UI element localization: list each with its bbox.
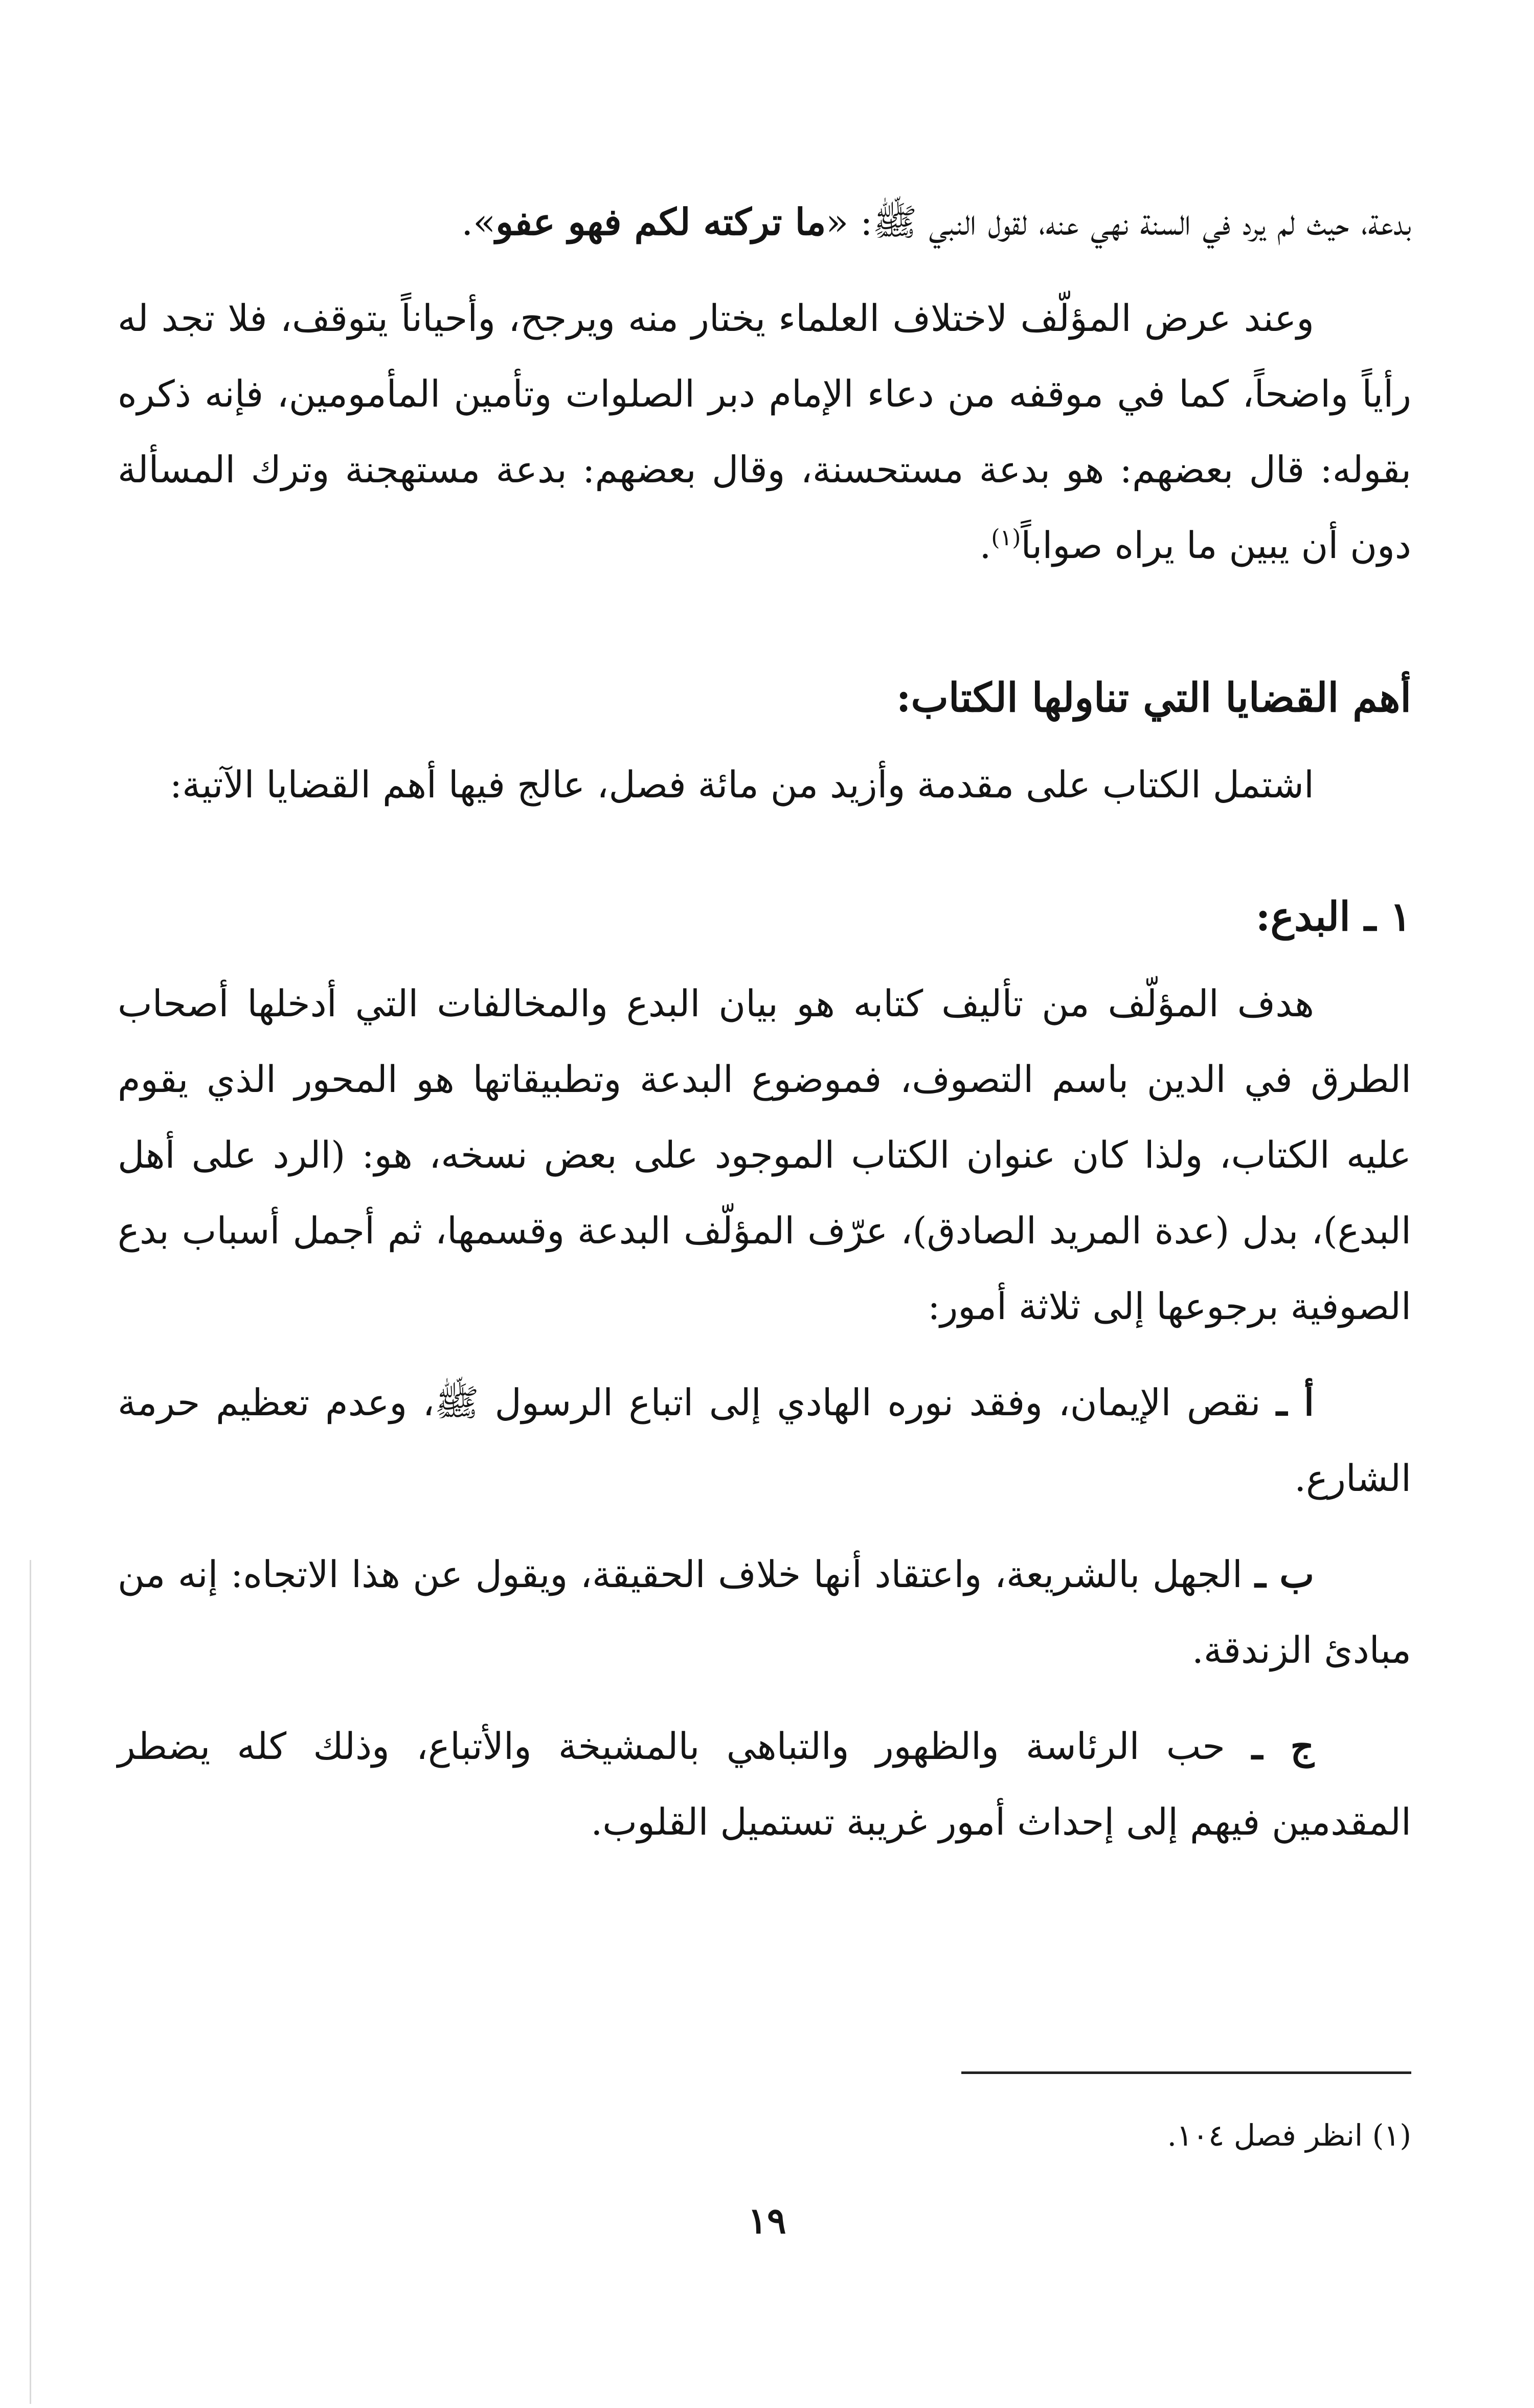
hadith-quote: ما تركته لكم فهو عفو [495, 200, 826, 243]
paragraph-1-text-b: ». [461, 200, 496, 243]
section-heading-main-issues: أهم القضايا التي تناولها الكتاب: [896, 675, 1411, 721]
paragraph-3 [118, 747, 1411, 822]
paragraph-2 [118, 280, 1411, 583]
list-item-b-text: الجهل بالشريعة، واعتقاد أنها خلاف الحقيقة، ويقول عن هذا الاتجاه: إنه من مبادئ الزندقة. [118, 1553, 1411, 1671]
list-item-a-letter: أ ـ [1276, 1380, 1314, 1424]
page-number: ١٩ [748, 2199, 786, 2242]
list-item-a-text: نقص الإيمان، وفقد نوره الهادي إلى اتباع الرسول ﷺ، وعدم تعظيم حرمة الشارع. [118, 1381, 1411, 1500]
paragraph-1 [118, 184, 1411, 260]
paragraph-1-text-a: بدعة، حيث لم يرد في السنة نهي عنه، لقول النبي ﷺ: « [826, 200, 1411, 243]
list-item-c-text: حب الرئاسة والظهور والتباهي بالمشيخة والأتباع، وذلك كله يضطر المقدمين فيهم إلى إحداث أمور غريبة تستميل القلوب. [118, 1725, 1411, 1843]
section-heading-innovations: ١ ـ البدع: [1255, 894, 1411, 940]
list-item-b-letter: ب ـ [1255, 1552, 1314, 1596]
list-item-c-letter: ج ـ [1252, 1724, 1314, 1768]
paragraph-2-end: . [979, 524, 991, 567]
list-item-b [118, 1536, 1411, 1688]
footnote-marker: (١) [991, 525, 1021, 551]
footnote-divider [961, 2071, 1411, 2074]
list-item-a [118, 1365, 1411, 1516]
scan-edge-line [30, 1560, 31, 2404]
page-body [118, 184, 1411, 1880]
paragraph-4-text: هدف المؤلّف من تأليف كتابه هو بيان البدع والمخالفات التي أدخلها أصحاب الطرق في الدين باسم التصوف، فموضوع البدعة وتطبيقاتها هو المحور الذي يقوم عليه الكتاب، ولذا كان عنوان الكتاب الموجود على بعض نسخه، هو: (الرد على أهل البدع)، بدل (عدة المريد الصادق)، عرّف المؤلّف البدعة وقسمها، ثم أجمل أسباب بدع الصوفية برجوعها إلى ثلاثة أمور: [118, 982, 1411, 1328]
paragraph-3-text: اشتمل الكتاب على مقدمة وأزيد من مائة فصل، عالج فيها أهم القضايا الآتية: [169, 763, 1314, 806]
paragraph-4 [118, 966, 1411, 1344]
list-item-c [118, 1708, 1411, 1860]
footnote: (١) انظر فصل ١٠٤. [1167, 2118, 1411, 2153]
paragraph-2-text: وعند عرض المؤلّف لاختلاف العلماء يختار منه ويرجح، وأحياناً يتوقف، فلا تجد له رأياً واضحاً، كما في موقفه من دعاء الإمام دبر الصلوات وتأمين المأمومين، فإنه ذكره بقوله: قال بعضهم: هو بدعة مستحسنة، وقال بعضهم: بدعة مستهجنة وترك المسألة دون أن يبين ما يراه صواباً [118, 297, 1411, 567]
